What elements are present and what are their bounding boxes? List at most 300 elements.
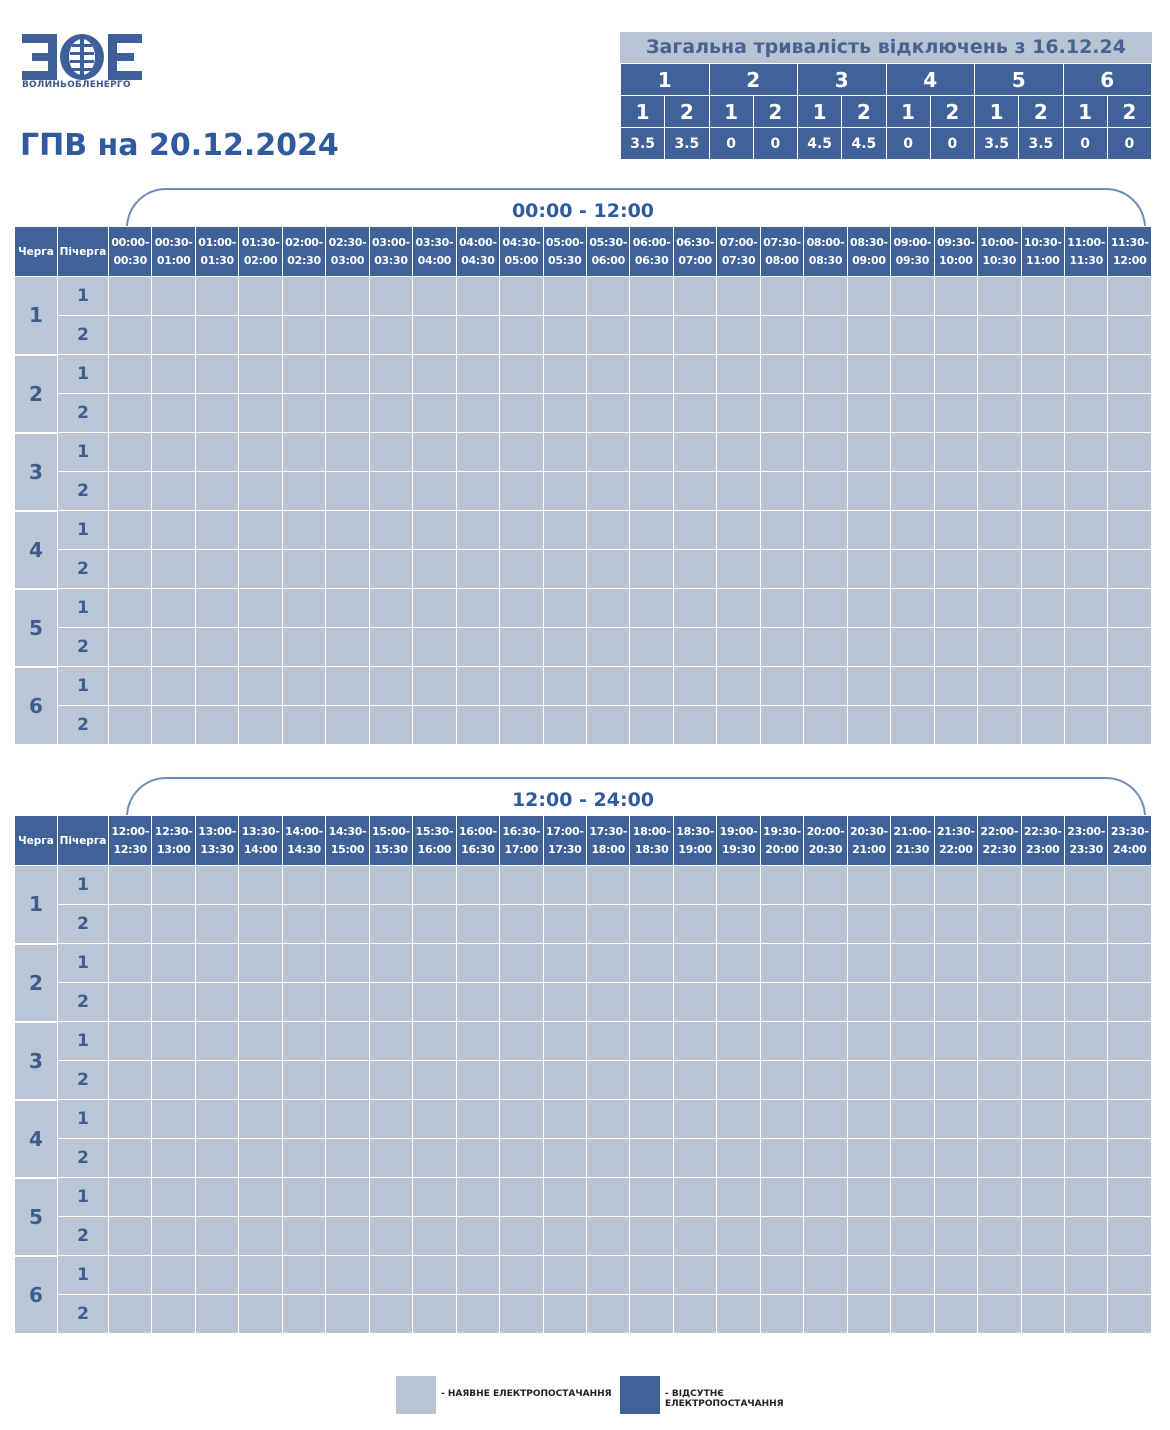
schedule-cell	[804, 667, 847, 706]
schedule-cell	[891, 866, 934, 905]
schedule-cell	[934, 316, 977, 355]
schedule-cell	[760, 355, 803, 394]
table-row	[15, 706, 1152, 745]
schedule-cell	[804, 1100, 847, 1139]
schedule-cell	[673, 355, 716, 394]
slot-end: 23:30	[1069, 842, 1103, 856]
schedule-cell	[891, 1295, 934, 1334]
schedule-cell	[369, 589, 412, 628]
schedule-cell	[1108, 1061, 1152, 1100]
schedule-cell	[326, 1100, 369, 1139]
slot-end: 11:30	[1069, 253, 1103, 267]
time-slot-header	[630, 227, 673, 277]
subqueue-label: 1	[58, 511, 109, 550]
queue-label: 5	[15, 589, 58, 667]
slot-end: 19:30	[721, 842, 756, 856]
schedule-cell	[152, 277, 195, 316]
schedule-cell	[891, 394, 934, 433]
schedule-cell	[891, 1022, 934, 1061]
time-slot-header	[195, 227, 238, 277]
schedule-cell	[978, 316, 1021, 355]
schedule-cell	[891, 983, 934, 1022]
schedule-cell	[934, 628, 977, 667]
schedule-cell	[891, 1139, 934, 1178]
schedule-cell	[673, 1295, 716, 1334]
schedule-cell	[978, 628, 1021, 667]
outage-summary-table	[620, 32, 1152, 160]
schedule-cell	[413, 1100, 456, 1139]
slot-end: 04:30	[461, 253, 495, 267]
table-row	[15, 550, 1152, 589]
schedule-cell	[456, 1022, 499, 1061]
schedule-cell	[934, 1217, 977, 1256]
schedule-cell	[369, 1061, 412, 1100]
schedule-cell	[413, 316, 456, 355]
slot-end: 00:30	[113, 253, 147, 267]
schedule-cell	[673, 589, 716, 628]
schedule-cell	[978, 589, 1021, 628]
schedule-cell	[1021, 1100, 1064, 1139]
schedule-cell	[500, 667, 543, 706]
schedule-cell	[282, 1256, 325, 1295]
schedule-cell	[847, 706, 890, 745]
schedule-cell	[109, 277, 152, 316]
schedule-cell	[717, 1256, 760, 1295]
summary-title: Загальна тривалість відключень з 16.12.24	[620, 32, 1152, 63]
slot-start: 09:30-	[936, 235, 975, 249]
legend-swatch-power-on	[396, 1376, 436, 1414]
summary-values-row	[621, 128, 1152, 160]
schedule-cell	[239, 472, 282, 511]
slot-end: 23:00	[1025, 842, 1060, 856]
schedule-cell	[586, 277, 629, 316]
schedule-cell	[586, 706, 629, 745]
slot-start: 09:00-	[893, 235, 932, 249]
time-slot-header	[673, 816, 716, 866]
schedule-cell	[804, 1022, 847, 1061]
schedule-cell	[760, 433, 803, 472]
schedule-cell	[543, 472, 586, 511]
schedule-cell	[1064, 394, 1107, 433]
schedule-cell	[282, 472, 325, 511]
schedule-cell	[1108, 472, 1152, 511]
schedule-cell	[195, 1139, 238, 1178]
schedule-cell	[804, 1178, 847, 1217]
schedule-cell	[326, 667, 369, 706]
slot-start: 07:00-	[719, 235, 758, 249]
schedule-cell	[413, 589, 456, 628]
schedule-cell	[1064, 1061, 1107, 1100]
schedule-cell	[934, 1178, 977, 1217]
schedule-cell	[152, 1256, 195, 1295]
schedule-cell	[413, 1022, 456, 1061]
time-slot-header	[891, 816, 934, 866]
schedule-cell	[195, 1256, 238, 1295]
schedule-cell	[934, 1139, 977, 1178]
schedule-cell	[1021, 667, 1064, 706]
schedule-cell	[326, 472, 369, 511]
slot-end: 12:00	[1112, 253, 1147, 267]
time-slot-header	[413, 227, 456, 277]
schedule-cell	[456, 905, 499, 944]
schedule-cell	[500, 1217, 543, 1256]
schedule-cell	[195, 511, 238, 550]
schedule-cell	[847, 433, 890, 472]
schedule-cell	[1064, 511, 1107, 550]
slot-start: 13:30-	[241, 824, 280, 838]
summary-subqueue: 2	[1019, 96, 1063, 128]
schedule-cell	[109, 1100, 152, 1139]
summary-subqueue: 2	[753, 96, 797, 128]
queue-label: 3	[15, 433, 58, 511]
schedule-cell	[500, 1139, 543, 1178]
slot-end: 17:30	[548, 842, 582, 856]
schedule-cell	[586, 355, 629, 394]
schedule-cell	[195, 1100, 238, 1139]
schedule-cell	[847, 1178, 890, 1217]
schedule-cell	[978, 667, 1021, 706]
schedule-cell	[586, 433, 629, 472]
schedule-cell	[630, 550, 673, 589]
subqueue-label: 2	[58, 905, 109, 944]
schedule-cell	[1108, 983, 1152, 1022]
schedule-cell	[413, 667, 456, 706]
schedule-cell	[543, 944, 586, 983]
schedule-cell	[586, 983, 629, 1022]
slot-end: 22:00	[939, 842, 973, 856]
schedule-cell	[152, 550, 195, 589]
time-range-label: 00:00 - 12:00	[511, 200, 655, 222]
subqueue-label: 1	[58, 589, 109, 628]
time-slot-header	[1064, 227, 1107, 277]
schedule-cell	[586, 905, 629, 944]
schedule-cell	[630, 316, 673, 355]
schedule-cell	[543, 316, 586, 355]
schedule-cell	[586, 1061, 629, 1100]
subqueue-label: 1	[58, 944, 109, 983]
schedule-cell	[239, 433, 282, 472]
schedule-cell	[586, 472, 629, 511]
subqueue-label: 2	[58, 983, 109, 1022]
schedule-cell	[978, 866, 1021, 905]
schedule-cell	[326, 1217, 369, 1256]
schedule-cell	[152, 905, 195, 944]
schedule-cell	[369, 472, 412, 511]
slot-start: 20:00-	[806, 824, 845, 838]
schedule-cell	[717, 1139, 760, 1178]
queue-label: 3	[15, 1022, 58, 1100]
schedule-cell	[847, 394, 890, 433]
schedule-cell	[413, 628, 456, 667]
schedule-cell	[673, 472, 716, 511]
schedule-cell	[717, 277, 760, 316]
subqueue-label: 1	[58, 667, 109, 706]
schedule-block-afternoon	[14, 777, 1152, 1337]
schedule-cell	[369, 1178, 412, 1217]
schedule-cell	[891, 472, 934, 511]
slot-end: 14:00	[243, 842, 278, 856]
schedule-cell	[195, 550, 238, 589]
slot-start: 10:00-	[980, 235, 1019, 249]
schedule-cell	[1021, 1061, 1064, 1100]
schedule-cell	[760, 472, 803, 511]
schedule-cell	[413, 511, 456, 550]
summary-queue: 1	[621, 64, 710, 96]
slot-end: 06:00	[591, 253, 625, 267]
schedule-cell	[891, 905, 934, 944]
schedule-cell	[934, 277, 977, 316]
schedule-cell	[1108, 1178, 1152, 1217]
schedule-cell	[369, 1256, 412, 1295]
schedule-cell	[978, 1022, 1021, 1061]
schedule-cell	[1021, 589, 1064, 628]
schedule-cell	[239, 589, 282, 628]
summary-queue-row	[621, 64, 1152, 96]
slot-end: 17:00	[504, 842, 539, 856]
schedule-cell	[847, 589, 890, 628]
subqueue-label: 2	[58, 316, 109, 355]
schedule-cell	[978, 1256, 1021, 1295]
schedule-cell	[630, 1256, 673, 1295]
subqueue-label: 1	[58, 1178, 109, 1217]
schedule-cell	[1108, 355, 1152, 394]
time-slot-header	[586, 816, 629, 866]
schedule-cell	[109, 667, 152, 706]
schedule-cell	[1064, 1178, 1107, 1217]
schedule-cell	[891, 1100, 934, 1139]
schedule-cell	[282, 1061, 325, 1100]
schedule-cell	[847, 944, 890, 983]
schedule-cell	[717, 394, 760, 433]
schedule-cell	[717, 866, 760, 905]
schedule-cell	[239, 394, 282, 433]
schedule-cell	[673, 433, 716, 472]
schedule-cell	[1021, 1178, 1064, 1217]
schedule-cell	[586, 511, 629, 550]
schedule-cell	[978, 433, 1021, 472]
schedule-cell	[152, 355, 195, 394]
time-slot-header	[760, 227, 803, 277]
queue-label: 1	[15, 277, 58, 355]
time-slot-header	[1108, 227, 1152, 277]
schedule-cell	[326, 706, 369, 745]
schedule-cell	[500, 983, 543, 1022]
schedule-cell	[282, 394, 325, 433]
schedule-cell	[673, 983, 716, 1022]
schedule-cell	[109, 706, 152, 745]
slot-start: 01:00-	[198, 235, 237, 249]
schedule-cell	[413, 394, 456, 433]
schedule-cell	[500, 355, 543, 394]
schedule-cell	[195, 394, 238, 433]
table-row	[15, 1295, 1152, 1334]
slot-end: 21:00	[852, 842, 886, 856]
slot-start: 02:30-	[328, 235, 367, 249]
schedule-cell	[1108, 394, 1152, 433]
schedule-cell	[1021, 706, 1064, 745]
table-row	[15, 1217, 1152, 1256]
table-row	[15, 1022, 1152, 1061]
schedule-cell	[717, 589, 760, 628]
schedule-cell	[326, 589, 369, 628]
schedule-cell	[1021, 1022, 1064, 1061]
subqueue-label: 2	[58, 1139, 109, 1178]
schedule-cell	[369, 433, 412, 472]
slot-start: 06:30-	[676, 235, 714, 249]
schedule-cell	[413, 1295, 456, 1334]
schedule-cell	[239, 667, 282, 706]
schedule-cell	[673, 628, 716, 667]
slot-start: 15:00-	[372, 824, 410, 838]
schedule-cell	[239, 1139, 282, 1178]
schedule-cell	[891, 316, 934, 355]
schedule-cell	[978, 355, 1021, 394]
schedule-cell	[891, 550, 934, 589]
schedule-cell	[1064, 1022, 1107, 1061]
summary-value: 4.5	[798, 128, 842, 160]
schedule-cell	[1021, 983, 1064, 1022]
time-slot-header	[500, 227, 543, 277]
schedule-cell	[673, 1178, 716, 1217]
schedule-cell	[978, 706, 1021, 745]
slot-start: 05:00-	[545, 235, 584, 249]
schedule-cell	[804, 1256, 847, 1295]
slot-end: 15:30	[374, 842, 408, 856]
schedule-cell	[847, 355, 890, 394]
schedule-cell	[673, 905, 716, 944]
schedule-cell	[717, 983, 760, 1022]
schedule-cell	[456, 277, 499, 316]
schedule-cell	[369, 277, 412, 316]
schedule-cell	[1021, 550, 1064, 589]
schedule-cell	[847, 628, 890, 667]
schedule-cell	[369, 905, 412, 944]
slot-start: 23:00-	[1067, 824, 1106, 838]
schedule-cell	[717, 316, 760, 355]
schedule-cell	[109, 433, 152, 472]
schedule-cell	[934, 866, 977, 905]
schedule-cell	[804, 628, 847, 667]
schedule-cell	[891, 706, 934, 745]
slot-end: 19:00	[678, 842, 712, 856]
schedule-cell	[282, 355, 325, 394]
schedule-cell	[804, 1139, 847, 1178]
schedule-cell	[934, 472, 977, 511]
queue-label: 4	[15, 1100, 58, 1178]
summary-value: 0	[1107, 128, 1151, 160]
schedule-cell	[891, 1217, 934, 1256]
table-row	[15, 511, 1152, 550]
time-slot-header	[1108, 816, 1152, 866]
schedule-cell	[456, 1178, 499, 1217]
schedule-cell	[760, 667, 803, 706]
schedule-cell	[586, 1217, 629, 1256]
schedule-cell	[847, 905, 890, 944]
time-slot-header	[717, 227, 760, 277]
schedule-cell	[630, 983, 673, 1022]
schedule-cell	[978, 511, 1021, 550]
schedule-cell	[586, 1022, 629, 1061]
slot-end: 18:30	[634, 842, 669, 856]
schedule-cell	[326, 1256, 369, 1295]
schedule-cell	[717, 1178, 760, 1217]
slot-end: 16:00	[417, 842, 452, 856]
schedule-cell	[543, 433, 586, 472]
table-row	[15, 355, 1152, 394]
schedule-cell	[500, 628, 543, 667]
schedule-cell	[630, 1139, 673, 1178]
schedule-cell	[456, 433, 499, 472]
slot-end: 02:30	[287, 253, 321, 267]
slot-start: 01:30-	[241, 235, 280, 249]
schedule-cell	[978, 550, 1021, 589]
schedule-cell	[760, 1295, 803, 1334]
schedule-cell	[1108, 550, 1152, 589]
slot-end: 13:00	[156, 842, 191, 856]
schedule-cell	[195, 1061, 238, 1100]
schedule-cell	[717, 1061, 760, 1100]
schedule-cell	[760, 628, 803, 667]
schedule-cell	[109, 472, 152, 511]
schedule-cell	[934, 1256, 977, 1295]
schedule-cell	[326, 316, 369, 355]
schedule-cell	[586, 1256, 629, 1295]
time-slot-header	[239, 816, 282, 866]
schedule-cell	[1108, 1217, 1152, 1256]
slot-start: 14:30-	[328, 824, 367, 838]
schedule-cell	[413, 550, 456, 589]
queue-label: 5	[15, 1178, 58, 1256]
schedule-cell	[1064, 1256, 1107, 1295]
schedule-cell	[500, 905, 543, 944]
page-title: ГПВ на 20.12.2024	[20, 128, 339, 163]
schedule-cell	[1064, 905, 1107, 944]
time-slot-header	[1064, 816, 1107, 866]
schedule-cell	[326, 1178, 369, 1217]
schedule-cell	[847, 667, 890, 706]
time-slot-header	[978, 816, 1021, 866]
schedule-cell	[152, 472, 195, 511]
schedule-cell	[978, 983, 1021, 1022]
schedule-cell	[500, 316, 543, 355]
schedule-cell	[673, 316, 716, 355]
schedule-cell	[891, 667, 934, 706]
schedule-cell	[326, 866, 369, 905]
schedule-cell	[195, 983, 238, 1022]
schedule-cell	[1021, 472, 1064, 511]
schedule-cell	[543, 511, 586, 550]
schedule-cell	[369, 1100, 412, 1139]
schedule-cell	[1064, 667, 1107, 706]
schedule-cell	[630, 866, 673, 905]
summary-subqueue: 1	[886, 96, 930, 128]
schedule-cell	[543, 355, 586, 394]
slot-start: 10:30-	[1023, 235, 1062, 249]
schedule-cell	[152, 944, 195, 983]
schedule-cell	[1108, 905, 1152, 944]
schedule-cell	[195, 905, 238, 944]
schedule-cell	[978, 394, 1021, 433]
slot-start: 17:30-	[589, 824, 628, 838]
schedule-cell	[847, 511, 890, 550]
schedule-cell	[326, 944, 369, 983]
time-slot-header	[891, 227, 934, 277]
slot-end: 10:00	[939, 253, 973, 267]
schedule-cell	[630, 1022, 673, 1061]
schedule-cell	[804, 706, 847, 745]
schedule-cell	[804, 1061, 847, 1100]
schedule-cell	[847, 866, 890, 905]
